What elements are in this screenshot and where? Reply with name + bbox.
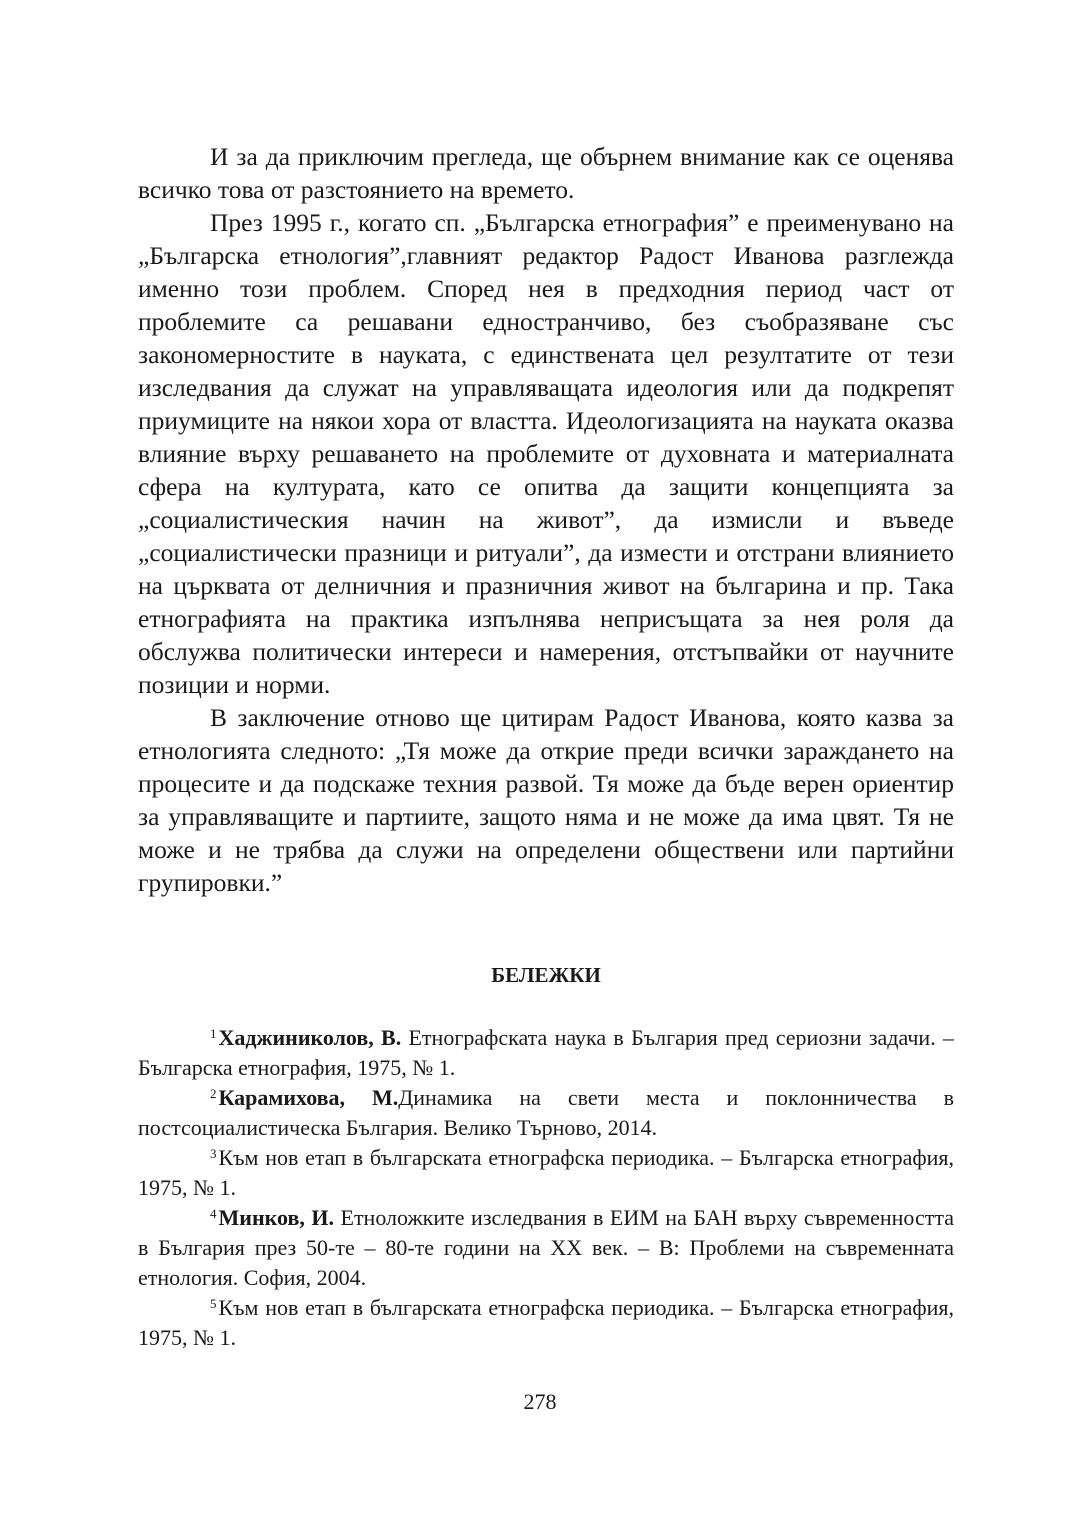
paragraph: В заключение отново ще цитирам Радост Иванова, която казва за етнологията следното: „Тя може да открие преди всички зараждането на процесите и да подскаже техния развой. Тя може да бъде верен ориентир за управляващите и партиите, защото няма и не може да има цвят. Тя не може и не трябва да служи на определени обществени или партийни групировки.” — [138, 703, 954, 897]
note-author: Минков, И. — [218, 1205, 334, 1230]
note-author: Карамихова, М. — [218, 1085, 399, 1110]
notes-heading: БЕЛЕЖКИ — [491, 963, 601, 987]
note-item — [138, 1083, 954, 1143]
note-number: 1 — [210, 1026, 217, 1041]
note-text: Динамика на свети места и поклонничества в постсоциалистическа България. Велико Търново, 2014. — [138, 1085, 954, 1140]
note-author: Хаджиниколов, В. — [218, 1025, 402, 1050]
note-number: 5 — [210, 1296, 217, 1311]
note-item — [138, 1293, 954, 1353]
note-text: Към нов етап в българската етнографска периодика. – Българска етнография, 1975, № 1. — [138, 1145, 954, 1200]
paragraph: През 1995 г., когато сп. „Българска етнография” е преименувано на „Българска етнология”,главният редактор Радост Иванова разглежда именно този проблем. Според нея в предходния период част от проблемите са решавани едностранчиво, без съобразяване със закономерностите в науката, с единствената цел резултатите от тези изследвания да служат на управляващата идеология или да подкрепят приумиците на някои хора от властта. Идеологизацията на науката оказва влияние върху решаването на проблемите от духовната и материалната сфера на културата, като се опитва да защити концепцията за „социалистическия начин на живот”, да измисли и въведе „социалистически празници и ритуали”, да измести и отстрани влиянието на църквата от делничния и празничния живот на българина и пр. Така етнографията на практика изпълнява неприсъщата за нея роля да обслужва политически интереси и намерения, отстъпвайки от научните позиции и норми. — [138, 208, 954, 699]
note-text: Етнографската наука в България пред сериозни задачи. – Българска етнография, 1975, № 1. — [138, 1025, 954, 1080]
note-number: 3 — [210, 1146, 217, 1161]
note-text: Към нов етап в българската етнографска периодика. – Българска етнография, 1975, № 1. — [138, 1295, 954, 1350]
note-item — [138, 1023, 954, 1083]
page-content — [138, 140, 954, 1353]
paragraph: И за да приключим прегледа, ще обърнем внимание как се оценява всичко това от разстоянието на времето. — [138, 142, 954, 204]
note-item — [138, 1143, 954, 1203]
page-number: 278 — [523, 1389, 557, 1414]
note-number: 2 — [210, 1086, 217, 1101]
body-text — [138, 140, 954, 899]
note-number: 4 — [210, 1206, 217, 1221]
note-text: Етноложките изследвания в ЕИМ на БАН върху съвременността в България през 50-те – 80-те години на ХХ век. – В: Проблеми на съвременната етнология. София, 2004. — [138, 1205, 955, 1290]
note-item — [138, 1203, 954, 1293]
notes-list — [138, 1023, 954, 1353]
